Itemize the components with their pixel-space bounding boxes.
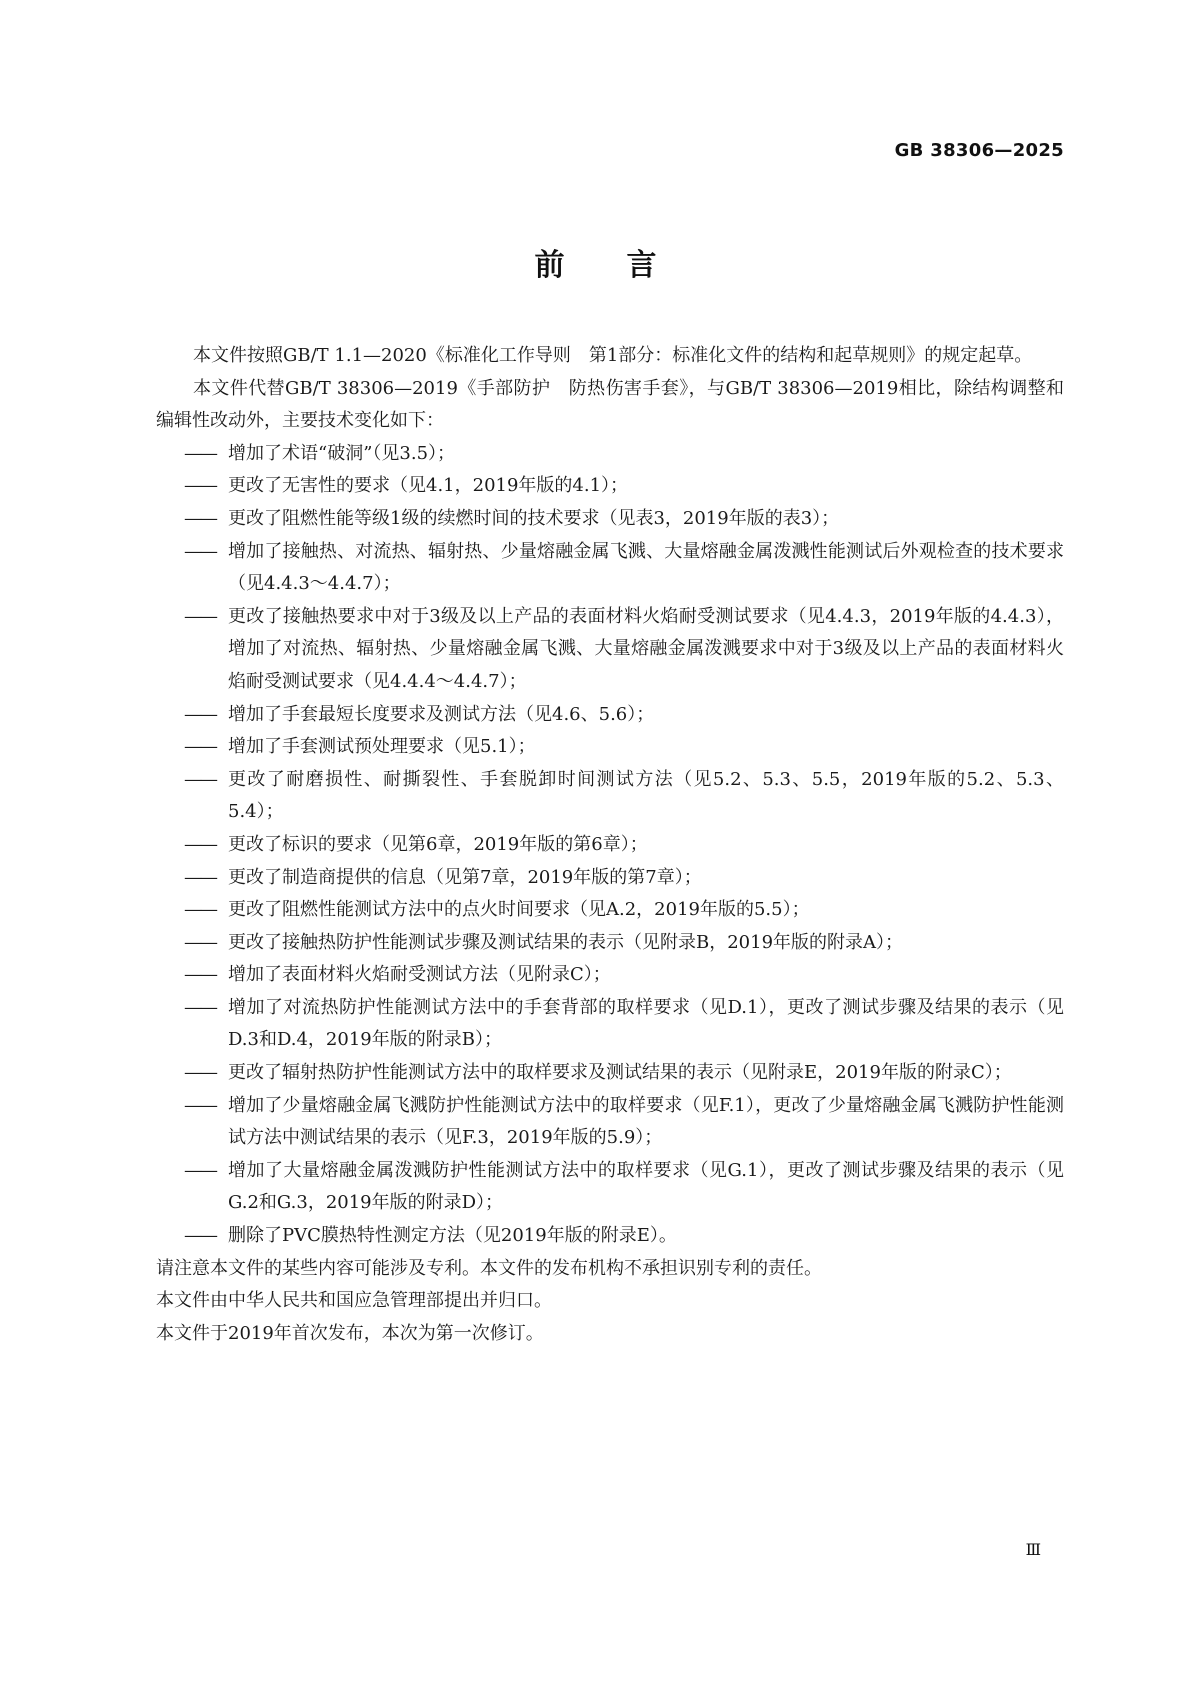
list-item: [156, 438, 1064, 471]
dash-marker: ——: [184, 866, 216, 888]
dash-marker: ——: [184, 931, 216, 953]
dash-marker: ——: [184, 703, 216, 725]
list-item: [156, 1090, 1064, 1155]
standard-prefix: GB: [894, 140, 924, 161]
closing-paragraph: 本文件由中华人民共和国应急管理部提出并归口。: [156, 1290, 552, 1312]
list-item-text: 增加了手套最短长度要求及测试方法（见4.6、5.6）；: [228, 703, 655, 725]
foreword-body: [156, 340, 1064, 1350]
list-item-text: 更改了阻燃性能等级1级的续燃时间的技术要求（见表3，2019年版的表3）；: [228, 507, 840, 529]
standard-number: [895, 140, 1064, 161]
list-item: [156, 536, 1064, 601]
dash-marker: ——: [184, 1225, 216, 1247]
list-item-text: 增加了大量熔融金属泼溅防护性能测试方法中的取样要求（见G.1），更改了测试步骤及结果的表示（见G.2和G.3，2019年版的附录D）；: [228, 1159, 1064, 1214]
list-item-text: 更改了制造商提供的信息（见第7章，2019年版的第7章）；: [228, 866, 702, 888]
list-item-text: 增加了对流热防护性能测试方法中的手套背部的取样要求（见D.1），更改了测试步骤及结果的表示（见D.3和D.4，2019年版的附录B）；: [228, 996, 1064, 1051]
list-item: [156, 1155, 1064, 1220]
intro-paragraph: 本文件按照GB/T 1.1—2020《标准化工作导则 第1部分：标准化文件的结构和起草规则》的规定起草。: [193, 345, 1033, 366]
list-item-text: 更改了接触热要求中对于3级及以上产品的表面材料火焰耐受测试要求（见4.4.3，2019年版的4.4.3），增加了对流热、辐射热、少量熔融金属飞溅、大量熔融金属泼溅要求中对于3级及以上产品的表面材料火焰耐受测试要求（见4.4.4～4.4.7）；: [228, 605, 1064, 692]
standard-code: 38306—2025: [930, 140, 1064, 161]
dash-marker: ——: [184, 507, 216, 529]
dash-marker: ——: [184, 540, 216, 562]
closing-paragraph: 请注意本文件的某些内容可能涉及专利。本文件的发布机构不承担识别专利的责任。: [156, 1257, 822, 1279]
dash-marker: ——: [184, 996, 216, 1018]
dash-marker: ——: [184, 899, 216, 921]
closing-paragraph: 本文件于2019年首次发布，本次为第一次修订。: [156, 1322, 544, 1344]
dash-marker: ——: [184, 736, 216, 758]
list-item: [156, 992, 1064, 1057]
list-item-text: 更改了无害性的要求（见4.1，2019年版的4.1）；: [228, 475, 629, 497]
list-item: [156, 601, 1064, 699]
list-item-text: 更改了耐磨损性、耐撕裂性、手套脱卸时间测试方法（见5.2、5.3、5.5，2019年版的5.2、5.3、5.4）；: [228, 768, 1064, 823]
changes-list: [156, 438, 1064, 1253]
list-item-text: 更改了接触热防护性能测试步骤及测试结果的表示（见附录B，2019年版的附录A）；: [228, 931, 904, 953]
list-item-text: 增加了术语“破洞”（见3.5）；: [228, 442, 456, 464]
list-item: [156, 894, 1064, 927]
dash-marker: ——: [184, 964, 216, 986]
list-item: [156, 1220, 1064, 1253]
list-item: [156, 699, 1064, 732]
list-item-text: 更改了标识的要求（见第6章，2019年版的第6章）；: [228, 833, 648, 855]
list-item-text: 删除了PVC膜热特性测定方法（见2019年版的附录E）。: [228, 1225, 677, 1247]
list-item-text: 增加了手套测试预处理要求（见5.1）；: [228, 736, 536, 758]
list-item: [156, 1057, 1064, 1090]
list-item: [156, 959, 1064, 992]
list-item-text: 更改了阻燃性能测试方法中的点火时间要求（见A.2，2019年版的5.5）；: [228, 899, 810, 921]
dash-marker: ——: [184, 1159, 216, 1181]
list-item-text: 增加了少量熔融金属飞溅防护性能测试方法中的取样要求（见F.1），更改了少量熔融金属飞溅防护性能测试方法中测试结果的表示（见F.3，2019年版的5.9）；: [228, 1094, 1064, 1149]
list-item: [156, 829, 1064, 862]
intro-paragraph: 本文件代替GB/T 38306—2019《手部防护 防热伤害手套》，与GB/T 38306—2019相比，除结构调整和编辑性改动外，主要技术变化如下：: [156, 377, 1064, 432]
dash-marker: ——: [184, 475, 216, 497]
list-item: [156, 764, 1064, 829]
dash-marker: ——: [184, 1062, 216, 1084]
dash-marker: ——: [184, 605, 216, 627]
section-title: 前言: [534, 248, 719, 283]
dash-marker: ——: [184, 1094, 216, 1116]
list-item-text: 更改了辐射热防护性能测试方法中的取样要求及测试结果的表示（见附录E，2019年版的附录C）；: [228, 1062, 1012, 1084]
list-item: [156, 927, 1064, 960]
page-number: Ⅲ: [1025, 1540, 1041, 1559]
list-item-text: 增加了接触热、对流热、辐射热、少量熔融金属飞溅、大量熔融金属泼溅性能测试后外观检查的技术要求（见4.4.3～4.4.7）；: [228, 540, 1064, 595]
list-item: [156, 731, 1064, 764]
list-item-text: 增加了表面材料火焰耐受测试方法（见附录C）；: [228, 964, 611, 986]
list-item: [156, 503, 1064, 536]
dash-marker: ——: [184, 442, 216, 464]
list-item: [156, 862, 1064, 895]
list-item: [156, 470, 1064, 503]
dash-marker: ——: [184, 768, 216, 790]
dash-marker: ——: [184, 833, 216, 855]
